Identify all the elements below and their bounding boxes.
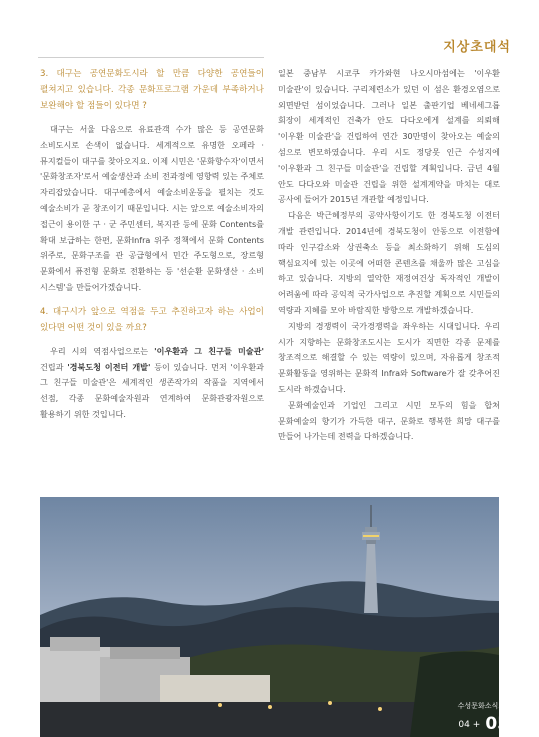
bold-office-site-project: '경북도청 이전터 개발' — [67, 361, 151, 372]
right-paragraph-1: 일본 중남부 시코쿠 카가와현 나오시마섬에는 '이우환 미술관'이 있습니다. 구리제련소가 있던 이 섬은 환경오염으로 외면받던 섬이었습니다. 그러나 일본 출판기업 베네세그룹 회장이 세계적인 건축가 안도 다다오에게 설계를 의뢰해 '이우환 미술관'을 건립하여 연간 30만명이 찾아오는 예술의 섬으로 변모하였습니다. 우리 시도 정당못 인근 수성지에 '이우환과 그 친구들 미술관'을 건립할 계획입니다. 금년 4월 안도 다다오와 미술관 건립을 위한 설계계약을 마치는 대로 공사에 들어가 2015년 개관할 예정입니다. — [278, 68, 500, 205]
city-photo-illustration — [40, 497, 499, 737]
right-column — [278, 66, 500, 445]
bold-museum-project: '이우환과 그 친구들 미술관' — [154, 345, 264, 356]
right-paragraph-4: 문화예술인과 기업인 그리고 시민 모두의 힘을 합쳐 문화예술의 향기가 가득한 대구, 문화로 행복한 희망 대구를 만들어 나가는데 전력을 다하겠습니다. — [278, 399, 500, 442]
answer-4-paragraph — [40, 344, 264, 423]
header-rule — [38, 57, 264, 58]
city-tower-photo — [40, 497, 499, 737]
question-3: 3. 대구는 공연문화도시라 할 만큼 다양한 공연들이 펼쳐지고 있습니다. 각종 문화프로그램 가운데 부족하거나 보완해야 할 점들이 있다면 ? — [40, 69, 264, 111]
page-footer — [458, 693, 509, 734]
answer-4-text-a: 우리 시의 역점사업으로는 — [50, 345, 155, 356]
right-paragraph-3: 지방의 경쟁력이 국가경쟁력을 좌우하는 시대입니다. 우리 시가 지향하는 문화창조도시는 도시가 직면한 각종 문제를 창조적으로 해결할 수 있는 역량이 있으며, 자유롭게 창조적 문화활동을 영위하는 문화적 Infra와 Software가 잘 갖추어진 도시라 하겠습니다. — [278, 320, 500, 394]
answer-4-text-c: 등이 있습니다. 먼저 '이우환과 그 친구들 미술관'은 세계적인 생존작가의 작품을 지역에서 선점, 각종 문화예술자원과 연계하여 문화관광자원으로 활용하기 위한 것입니다. — [40, 361, 264, 419]
answer-4-text-b: 건립과 — [40, 361, 68, 372]
question-4: 4. 대구시가 앞으로 역점을 두고 추진하고자 하는 사업이 있다면 어떤 것이 있을 까요? — [40, 306, 264, 333]
left-column — [40, 66, 264, 423]
answer-3-paragraph: 대구는 서울 다음으로 유료관객 수가 많은 등 공연문화 소비도시로 손색이 없습니다. 세계적으로 유명한 오페라 · 뮤지컬들이 대구를 찾아오지요. 이제 시민은 '문화향수자'이면서 '문화창조자'로서 예술생산과 소비 전과정에 영향력 있는 주체로 자리잡았습니다. 대구예총에서 예술소비운동을 펼치는 것도 예술소비가 곧 창조이기 때문입니다. 시는 앞으로 예술소비자의 접근이 용이한 구 · 군 주민센터, 복지관 등에 문화 Contents를 확대 보급하는 한편, 문화Infra 위주 정책에서 문화 Contents 위주로, 문화구조를 관 공급형에서 민간 주도형으로, 장르형 문화에서 퓨전형 문화로 전환하는 등 '선순환 문화생산 · 소비 시스템'을 만들어가겠습니다. — [40, 124, 264, 292]
section-title: 지상초대석 — [443, 40, 511, 55]
page-number-left: 04 + — [458, 720, 481, 730]
magazine-name: 수성문화소식지 — [457, 702, 505, 710]
right-paragraph-2: 다음은 박근혜정부의 공약사항이기도 한 경북도청 이전터 개발 관련입니다. 2014년에 경북도청이 안동으로 이전함에 따라 인구감소와 상권축소 등을 최소화하기 위해 도심의 핵심요지에 있는 이곳에 어떠한 콘텐츠를 채울까 많은 고심을 하고 있습니다. 지방의 열악한 재정여건상 독자적인 개발이 어려움에 따라 공익적 국가사업으로 추진할 계획으로 시민들의 역량과 지혜를 모아 바람직한 방향으로 개발하겠습니다. — [278, 210, 500, 315]
page-number-right: 05 — [485, 714, 509, 734]
